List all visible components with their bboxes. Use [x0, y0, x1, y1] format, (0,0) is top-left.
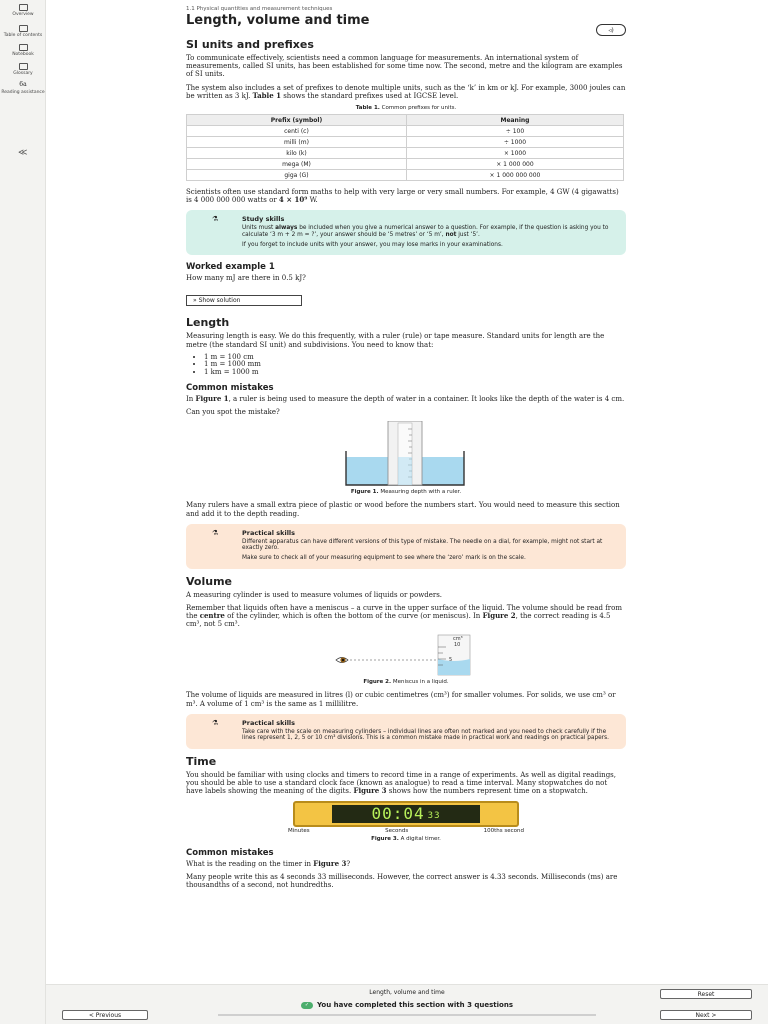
completion-text: You have completed this section with 3 questions: [317, 1001, 513, 1009]
section-heading: SI units and prefixes: [186, 38, 314, 51]
meniscus-illustration: [326, 633, 486, 677]
collapse-sidebar-icon[interactable]: ≪: [18, 148, 28, 158]
previous-button[interactable]: < Previous: [62, 1010, 148, 1020]
caption-label: Figure 3.: [371, 835, 399, 842]
section-footer: [46, 984, 768, 1024]
read-aloud-button[interactable]: [596, 24, 626, 36]
figure-3: [186, 801, 626, 834]
unit-list: [204, 354, 626, 376]
cylinder-unit-label: cm³: [453, 636, 463, 643]
table-cell: giga (G): [187, 170, 407, 181]
text: 4 × 10⁹: [278, 195, 308, 205]
check-icon: ✓: [301, 1002, 313, 1009]
paragraph: [186, 771, 626, 796]
ruler-in-water-illustration: [344, 421, 468, 487]
paragraph: A measuring cylinder is used to measure volumes of liquids or powders.: [186, 590, 443, 599]
sidebar-item-reading[interactable]: [0, 82, 46, 95]
text: just ‘5’.: [458, 232, 480, 239]
reset-button[interactable]: Reset: [660, 989, 752, 999]
footer-title: Length, volume and time: [369, 989, 445, 996]
text: In: [186, 395, 194, 404]
timer-label: Minutes: [288, 827, 310, 834]
practical-skills-callout: [186, 714, 626, 749]
timer-hundredths: 33: [427, 810, 441, 821]
text: You should be familiar with using clocks and timers to record time in a range of experiments. As well as digital readings, you should be able to use a standard clock face (known as analogue) to read a time interval. Many stopwatches do not have labels showing the meaning of the digits.: [186, 771, 616, 796]
breadcrumb[interactable]: 1.1 Physical quantities and measurement techniques: [186, 6, 333, 12]
show-solution-button[interactable]: » Show solution: [186, 295, 302, 306]
paragraph: [186, 188, 626, 204]
text: W.: [309, 196, 318, 205]
text: of the cylinder, which is often the bottom of the curve (or meniscus). In: [227, 612, 481, 621]
list-item: • 1 km = 1000 m: [204, 369, 626, 376]
timer-label: 100ths second: [483, 827, 524, 834]
reading-icon: 6a: [19, 81, 27, 88]
table-cell: ÷ 1000: [406, 137, 623, 148]
text: shows how the numbers represent time on a stopwatch.: [388, 787, 588, 796]
figure-1: [186, 421, 626, 487]
callout-title: Practical skills: [242, 528, 296, 537]
sidebar-item-contents[interactable]: [0, 25, 46, 38]
callout-text: Make sure to check all of your measuring equipment to see where the ‘zero’ mark is on the scale.: [242, 555, 526, 562]
timer-label: Seconds: [385, 827, 409, 834]
paragraph: Can you spot the mistake?: [186, 408, 280, 417]
study-skills-callout: [186, 210, 626, 255]
section-heading: Length: [186, 316, 230, 330]
callout-title: Study skills: [242, 215, 285, 224]
cylinder-tick-label: 10: [454, 642, 461, 649]
callout-text: If you forget to include units with your answer, you may lose marks in your examinations.: [242, 241, 503, 248]
section-heading: Common mistakes: [186, 383, 274, 394]
caption-text: Measuring depth with a ruler.: [380, 489, 462, 496]
text: What is the reading on the timer in: [186, 859, 312, 868]
sidebar-item-label: Notebook: [12, 52, 34, 57]
sidebar-item-notebook[interactable]: [0, 44, 46, 57]
section-heading: Volume: [186, 574, 232, 588]
table-row: [187, 137, 624, 148]
sidebar: [0, 0, 46, 1024]
paragraph: How many mJ are there in 0.5 kJ?: [186, 274, 306, 283]
practical-skills-callout: [186, 524, 626, 569]
section-heading: Worked example 1: [186, 262, 275, 273]
main-content: [186, 6, 626, 894]
timer-display: [332, 805, 480, 823]
figure-caption: [186, 836, 626, 842]
text: The system also includes a set of prefixes to denote multiple units, such as the ‘k’ in km or kJ. For example, 3000 joules can be written as 3 kJ.: [186, 83, 626, 100]
sidebar-item-overview[interactable]: [0, 4, 46, 17]
glossary-icon: [19, 63, 28, 70]
paragraph: [186, 84, 626, 100]
table-cell: ÷ 100: [406, 126, 623, 137]
list-item: • 1 m = 1000 mm: [204, 361, 626, 368]
sidebar-item-glossary[interactable]: [0, 63, 46, 76]
caption-label: Table 1.: [355, 105, 380, 112]
text: be included when you give a numerical answer to a question. For example, if the question is asking you to calculate ‘3 m + 2 m = ?’, your answer should be ‘5 metres’ or ‘5 m’,: [242, 225, 609, 239]
cylinder-tick-label: 5: [449, 657, 453, 664]
text: Units must: [242, 225, 274, 232]
table-caption: [186, 105, 626, 111]
sidebar-item-label: Glossary: [13, 71, 33, 76]
table-cell: milli (m): [187, 137, 407, 148]
paragraph: The volume of liquids are measured in litres (l) or cubic centimetres (cm³) for smaller volumes. For solids, we use cm³ or m³. A volume of 1 cm³ is the same as 1 millilitre.: [186, 691, 616, 708]
figure-link[interactable]: Figure 3: [313, 858, 347, 868]
callout-text: [242, 225, 616, 238]
caption-label: Figure 1.: [350, 489, 379, 496]
speaker-icon: ◃): [608, 26, 614, 34]
figure-caption: [186, 679, 626, 685]
table-row: [187, 148, 624, 159]
page-title: Length, volume and time: [186, 13, 370, 28]
figure-caption: [186, 489, 626, 495]
table-cell: × 1000: [406, 148, 623, 159]
table-cell: kilo (k): [187, 148, 407, 159]
paragraph: To communicate effectively, scientists need a common language for measurements. An international system of measurements, called SI units, has been established for some time now. The second, metre and the kilogram are examples of SI units.: [186, 54, 623, 79]
paragraph: [186, 604, 626, 629]
caption-text: Common prefixes for units.: [381, 105, 457, 112]
table-row: [187, 159, 624, 170]
sidebar-item-label: Reading assistance: [1, 90, 45, 95]
contents-icon: [19, 25, 28, 32]
callout-text: Different apparatus can have different versions of this type of mistake. The needle on a dial, for example, might not start at exactly zero.: [242, 538, 603, 552]
flask-icon: ⚗: [212, 215, 219, 224]
paragraph: Many people write this as 4 seconds 33 milliseconds. However, the correct answer is 4.33 seconds. Milliseconds (ms) are thousandths of a second, not hundredths.: [186, 872, 618, 890]
notebook-icon: [19, 44, 28, 51]
figure-link[interactable]: Figure 3: [353, 786, 387, 796]
progress-bar: [218, 1014, 596, 1016]
completion-status: [46, 1001, 768, 1009]
text: , the correct reading is 4.5 cm³, not 5 cm³.: [186, 612, 611, 629]
section-heading: Common mistakes: [186, 847, 274, 858]
text: , a ruler is being used to measure the depth of water in a container. It looks like the depth of the water is 4 cm.: [228, 395, 625, 404]
paragraph: [186, 395, 626, 403]
text: Remember that liquids often have a meniscus – a curve in the upper surface of the liquid. The volume should be read from the: [186, 603, 622, 621]
list-item: • 1 m = 100 cm: [204, 354, 626, 361]
flask-icon: ⚗: [212, 718, 219, 727]
paragraph: Many rulers have a small extra piece of plastic or wood before the numbers start. You would need to measure this section and add it to the depth reading.: [186, 501, 620, 518]
sidebar-item-label: Table of contents: [3, 33, 43, 38]
table-header-row: [187, 115, 624, 126]
caption-label: Figure 2.: [363, 679, 392, 686]
flask-icon: ⚗: [212, 528, 219, 537]
sidebar-item-label: Overview: [12, 12, 34, 17]
table-link[interactable]: Table 1: [252, 90, 281, 100]
text: not: [445, 232, 457, 239]
text: shows the standard prefixes used at IGCSE level.: [283, 91, 459, 100]
column-header: Meaning: [406, 115, 623, 126]
table-row: [187, 170, 624, 181]
column-header: Prefix (symbol): [187, 115, 407, 126]
timer-main-digits: 00:04: [371, 804, 425, 824]
text: always: [275, 225, 298, 232]
section-heading: Time: [186, 755, 217, 769]
timer-labels: [288, 828, 524, 834]
text: ?: [346, 859, 351, 868]
table-cell: × 1 000 000 000: [406, 170, 623, 181]
paragraph: Measuring length is easy. We do this frequently, with a ruler (rule) or tape measure. Standard units for length are the metre (the standard SI unit) and subdivisions. You need to know that:: [186, 332, 605, 349]
figure-link[interactable]: Figure 2: [482, 611, 516, 621]
prefix-table: [186, 114, 624, 181]
text: Scientists often use standard form maths to help with very large or very small numbers. For example, 4 GW (4 gigawatts) is 4 000 000 000 watts or: [186, 188, 619, 205]
table-cell: × 1 000 000: [406, 159, 623, 170]
figure-2: [186, 633, 626, 677]
table-row: [187, 126, 624, 137]
text: centre: [199, 611, 225, 621]
caption-text: Meniscus in a liquid.: [392, 679, 449, 686]
table-cell: centi (c): [187, 126, 407, 137]
digital-timer: [293, 801, 519, 827]
caption-text: A digital timer.: [400, 835, 441, 842]
callout-text: Take care with the scale on measuring cylinders – individual lines are often not marked and you need to check carefully if the lines represent 1, 2, 5 or 10 cm³ divisions. This is a common mistake made in practical work and readings on practical papers.: [242, 728, 609, 742]
next-button[interactable]: Next >: [660, 1010, 752, 1020]
table-cell: mega (M): [187, 159, 407, 170]
callout-title: Practical skills: [242, 718, 296, 727]
overview-icon: [19, 4, 28, 11]
figure-link[interactable]: Figure 1: [195, 394, 229, 404]
paragraph: [186, 860, 626, 868]
